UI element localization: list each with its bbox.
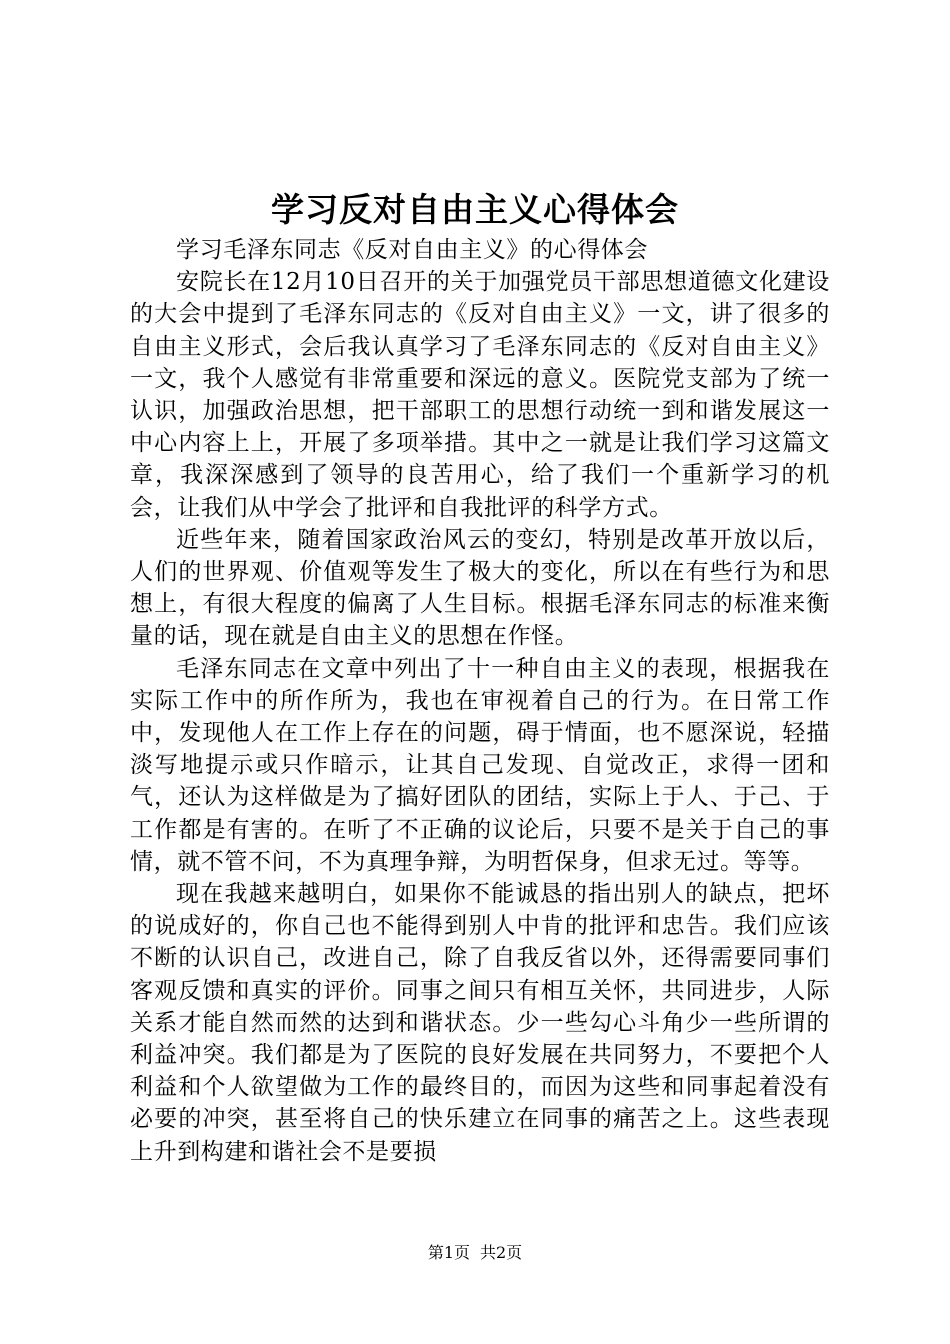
- document-title: 学习反对自由主义心得体会: [271, 190, 679, 229]
- subtitle-paragraph: 学习毛泽东同志《反对自由主义》的心得体会: [176, 237, 648, 263]
- document-body: [130, 234, 830, 1168]
- body-paragraph: 毛泽东同志在文章中列出了十一种自由主义的表现，根据我在实际工作中的所作所为，我也在审视着自己的行为。在日常工作中，发现他人在工作上存在的问题，碍于情面，也不愿深说，轻描淡写地提示或只作暗示，让其自己发现、自觉改正，求得一团和气，还认为这样做是为了搞好团队的团结，实际上于人、于己、于工作都是有害的。在听了不正确的议论后，只要不是关于自己的事情，就不管不问，不为真理争辩，为明哲保身，但求无过。等等。: [130, 655, 830, 875]
- page-footer: [0, 1242, 950, 1264]
- body-paragraph: 近些年来，随着国家政治风云的变幻，特别是改革开放以后，人们的世界观、价值观等发生了极大的变化，所以在有些行为和思想上，有很大程度的偏离了人生目标。根据毛泽东同志的标准来衡量的话，现在就是自由主义的思想在作怪。: [130, 526, 830, 650]
- page-number: 第1页: [427, 1243, 470, 1262]
- body-paragraph: 安院长在12月10日召开的关于加强党员干部思想道德文化建设的大会中提到了毛泽东同志的《反对自由主义》一文，讲了很多的自由主义形式，会后我认真学习了毛泽东同志的《反对自由主义》一文，我个人感觉有非常重要和深远的意义。医院党支部为了统一认识，加强政治思想，把干部职工的思想行动统一到和谐发展这一中心内容上上，开展了多项举措。其中之一就是让我们学习这篇文章，我深深感到了领导的良苦用心，给了我们一个重新学习的机会，让我们从中学会了批评和自我批评的科学方式。: [130, 269, 830, 521]
- page-total: 共2页: [480, 1243, 523, 1262]
- body-paragraph: 现在我越来越明白，如果你不能诚恳的指出别人的缺点，把坏的说成好的，你自己也不能得到别人中肯的批评和忠告。我们应该不断的认识自己，改进自己，除了自我反省以外，还得需要同事们客观反馈和真实的评价。同事之间只有相互关怀，共同进步，人际关系才能自然而然的达到和谐状态。少一些勾心斗角少一些所谓的利益冲突。我们都是为了医院的良好发展在共同努力，不要把个人利益和个人欲望做为工作的最终目的，而因为这些和同事起着没有必要的冲突，甚至将自己的快乐建立在同事的痛苦之上。这些表现上升到构建和谐社会不是要损: [130, 881, 830, 1165]
